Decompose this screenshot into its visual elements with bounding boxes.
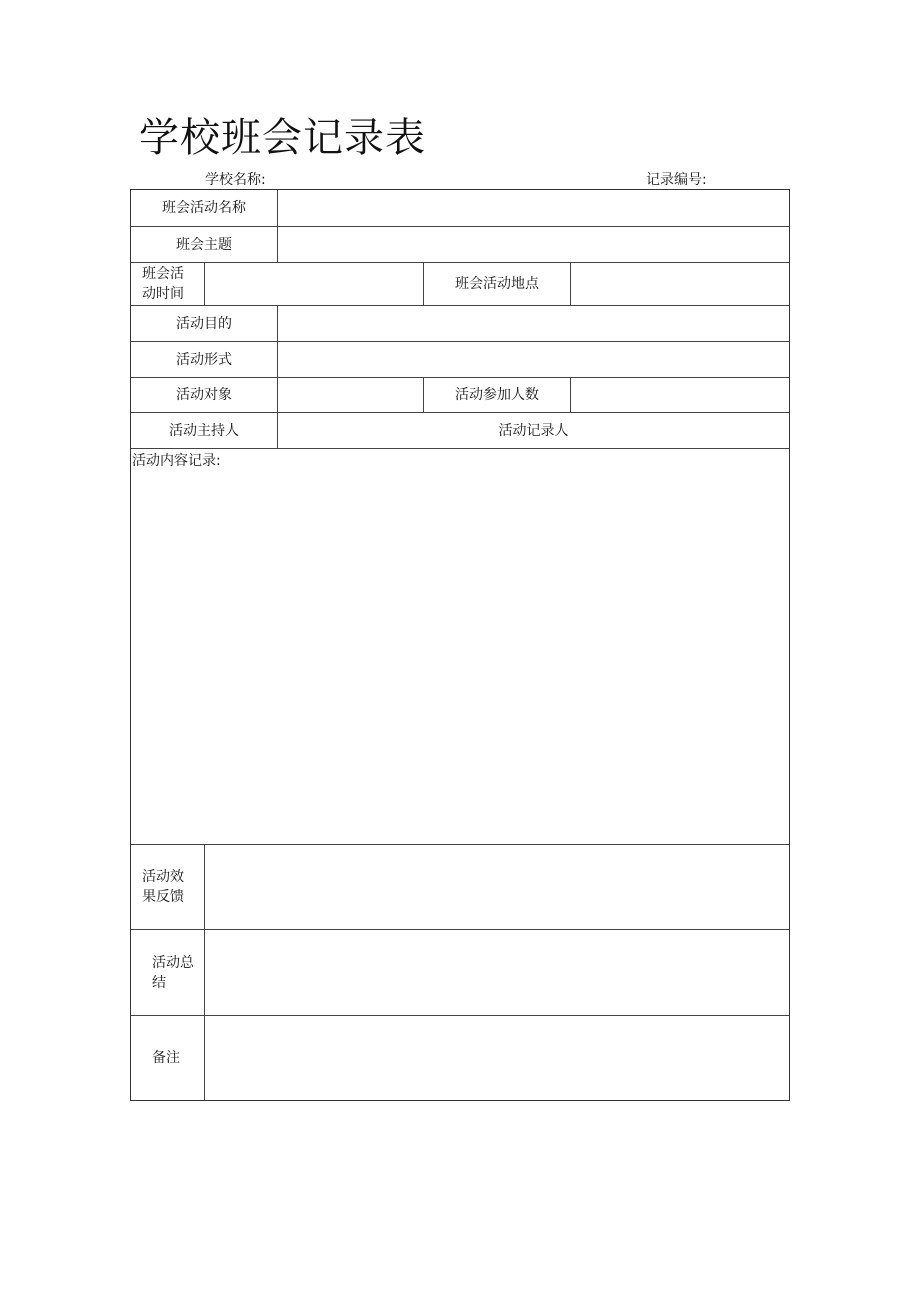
summary-label — [131, 930, 204, 1015]
participants-field[interactable] — [571, 378, 789, 412]
summary-field[interactable] — [205, 930, 789, 1015]
location-field[interactable] — [571, 263, 789, 305]
activity-name-field[interactable] — [278, 190, 789, 226]
format-field[interactable] — [278, 342, 789, 377]
audience-label: 活动对象 — [176, 387, 232, 403]
purpose-field[interactable] — [278, 306, 789, 341]
recorder-label: 活动记录人 — [498, 422, 569, 439]
time-label-text: 班会活 动时间 — [142, 266, 184, 302]
theme-label: 班会主题 — [176, 236, 232, 253]
location-label: 班会活动地点 — [455, 276, 539, 292]
theme-field[interactable] — [278, 227, 789, 262]
time-field[interactable] — [205, 263, 423, 305]
notes-field[interactable] — [205, 1016, 789, 1100]
feedback-label-text: 活动效 果反馈 — [142, 869, 184, 905]
page-title: 学校班会记录表 — [139, 115, 426, 161]
summary-label-text: 活动总 结 — [152, 954, 194, 991]
format-label: 活动形式 — [176, 351, 232, 368]
purpose-label: 活动目的 — [176, 315, 232, 332]
notes-label: 备注 — [152, 1050, 180, 1066]
participants-label: 活动参加人数 — [455, 387, 539, 403]
audience-field[interactable] — [278, 378, 423, 412]
class-meeting-record-form — [130, 189, 790, 1101]
feedback-label — [131, 845, 204, 929]
content-field[interactable] — [131, 473, 789, 844]
time-label — [131, 263, 204, 305]
school-name-label: 学校名称: — [205, 172, 266, 188]
feedback-field[interactable] — [205, 845, 789, 929]
record-number-label: 记录编号: — [646, 172, 707, 188]
host-label: 活动主持人 — [169, 422, 239, 439]
content-label: 活动内容记录: — [132, 453, 221, 469]
activity-name-label: 班会活动名称 — [162, 200, 246, 216]
